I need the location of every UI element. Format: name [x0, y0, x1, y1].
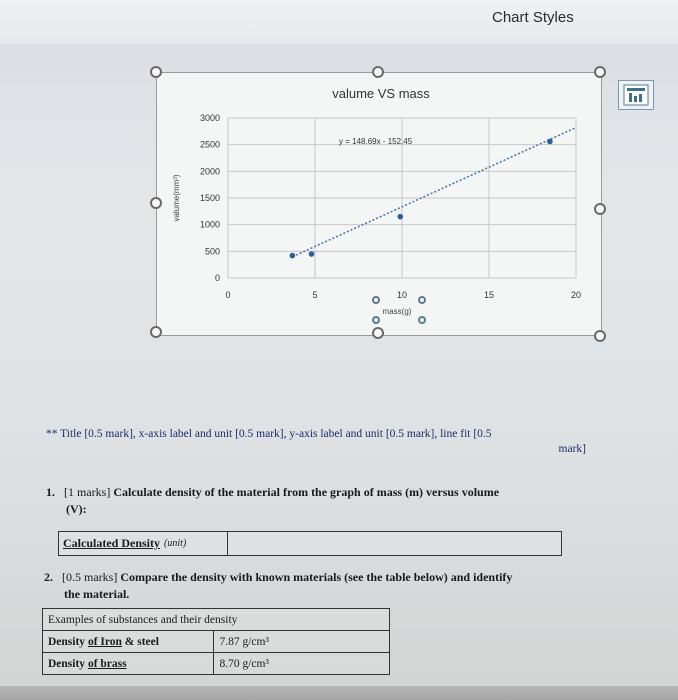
y-tick-label: 1000 [199, 219, 220, 230]
table-row-label [43, 653, 214, 675]
row-label-post: & steel [121, 635, 159, 648]
row-label-underlined: of brass [87, 657, 127, 670]
note-line1: Title [0.5 mark], x-axis label and unit [0.5 mark], y-axis label and unit [0.5 mark], line fit [0.5 [60, 428, 492, 440]
ribbon-bar [0, 0, 678, 44]
scatter-chart [157, 73, 601, 335]
question-1-number: 1. [46, 485, 55, 499]
resize-handle-bottom-middle[interactable] [372, 327, 384, 339]
x-tick-label: 0 [225, 290, 231, 300]
resize-handle-bottom-left[interactable] [150, 326, 162, 338]
trendline-equation: y = 148.69x - 152.45 [339, 137, 413, 146]
resize-handle-middle-right[interactable] [594, 203, 606, 215]
question-2-number: 2. [44, 570, 53, 584]
resize-handle-top-right[interactable] [594, 66, 606, 78]
note-bullet: ** [46, 428, 58, 440]
question-1-text: Calculate density of the material from the graph of mass (m) versus volume [113, 485, 500, 499]
question-1-marks: [1 marks] [64, 485, 111, 499]
taskbar [0, 686, 678, 700]
x-axis-label: mass(g) [382, 307, 412, 316]
y-axis-label: valume(mm³) [172, 174, 181, 222]
data-point [547, 139, 553, 145]
x-tick-label: 10 [396, 290, 408, 300]
chart-title: valume VS mass [332, 86, 430, 101]
y-tick-label: 500 [204, 246, 220, 257]
x-tick-label: 15 [483, 290, 495, 300]
chart-style-button[interactable] [618, 80, 654, 110]
table-header-row [43, 609, 390, 631]
data-point [309, 251, 315, 257]
axis-title-handle-bl[interactable] [372, 316, 380, 324]
x-tick-label: 20 [570, 290, 582, 300]
question-2-text: Compare the density with known materials (see the table below) and identify [120, 570, 513, 584]
chart-style-brush-icon [623, 84, 649, 106]
question-1-text-cont: (V): [66, 502, 87, 516]
axis-title-handle-br[interactable] [418, 316, 426, 324]
resize-handle-top-left[interactable] [150, 66, 162, 78]
question-2 [44, 569, 584, 603]
table-header: Examples of substances and their density [43, 609, 390, 631]
table-row-label [43, 631, 214, 653]
calculated-density-unit: (unit) [164, 538, 187, 549]
calculated-density-label-cell [63, 532, 228, 555]
note-line2: mark] [558, 443, 586, 455]
question-2-text-cont: the material. [64, 587, 130, 601]
question-1 [46, 484, 586, 518]
data-point [397, 214, 403, 220]
density-table [42, 608, 390, 675]
row-label-underlined: of Iron [87, 635, 122, 648]
resize-handle-bottom-right[interactable] [594, 330, 606, 342]
y-tick-label: 0 [214, 273, 220, 283]
data-point [290, 253, 296, 259]
y-tick-label: 1500 [199, 193, 220, 203]
calculated-density-input[interactable] [229, 532, 561, 555]
y-tick-label: 3000 [199, 113, 220, 123]
row-label-pre: Density [48, 635, 88, 648]
axis-title-handle-tr[interactable] [418, 296, 426, 304]
x-tick-label: 5 [312, 290, 318, 300]
axis-title-handle-tl[interactable] [372, 296, 380, 304]
resize-handle-top-middle[interactable] [372, 66, 384, 78]
calculated-density-label: Calculated Density [63, 536, 160, 550]
resize-handle-middle-left[interactable] [150, 197, 162, 209]
table-row [43, 653, 390, 675]
trendline [292, 128, 576, 257]
table-row [43, 631, 390, 653]
table-row-value: 8.70 g/cm³ [214, 653, 390, 675]
row-label-pre: Density [48, 657, 88, 670]
table-row-value: 7.87 g/cm³ [214, 631, 390, 653]
calculated-density-box [58, 531, 562, 556]
chart-styles-tab[interactable]: Chart Styles [492, 9, 574, 26]
y-tick-label: 2000 [199, 166, 220, 177]
y-tick-label: 2500 [199, 139, 220, 150]
grading-note [46, 427, 586, 457]
question-2-marks: [0.5 marks] [62, 570, 118, 584]
